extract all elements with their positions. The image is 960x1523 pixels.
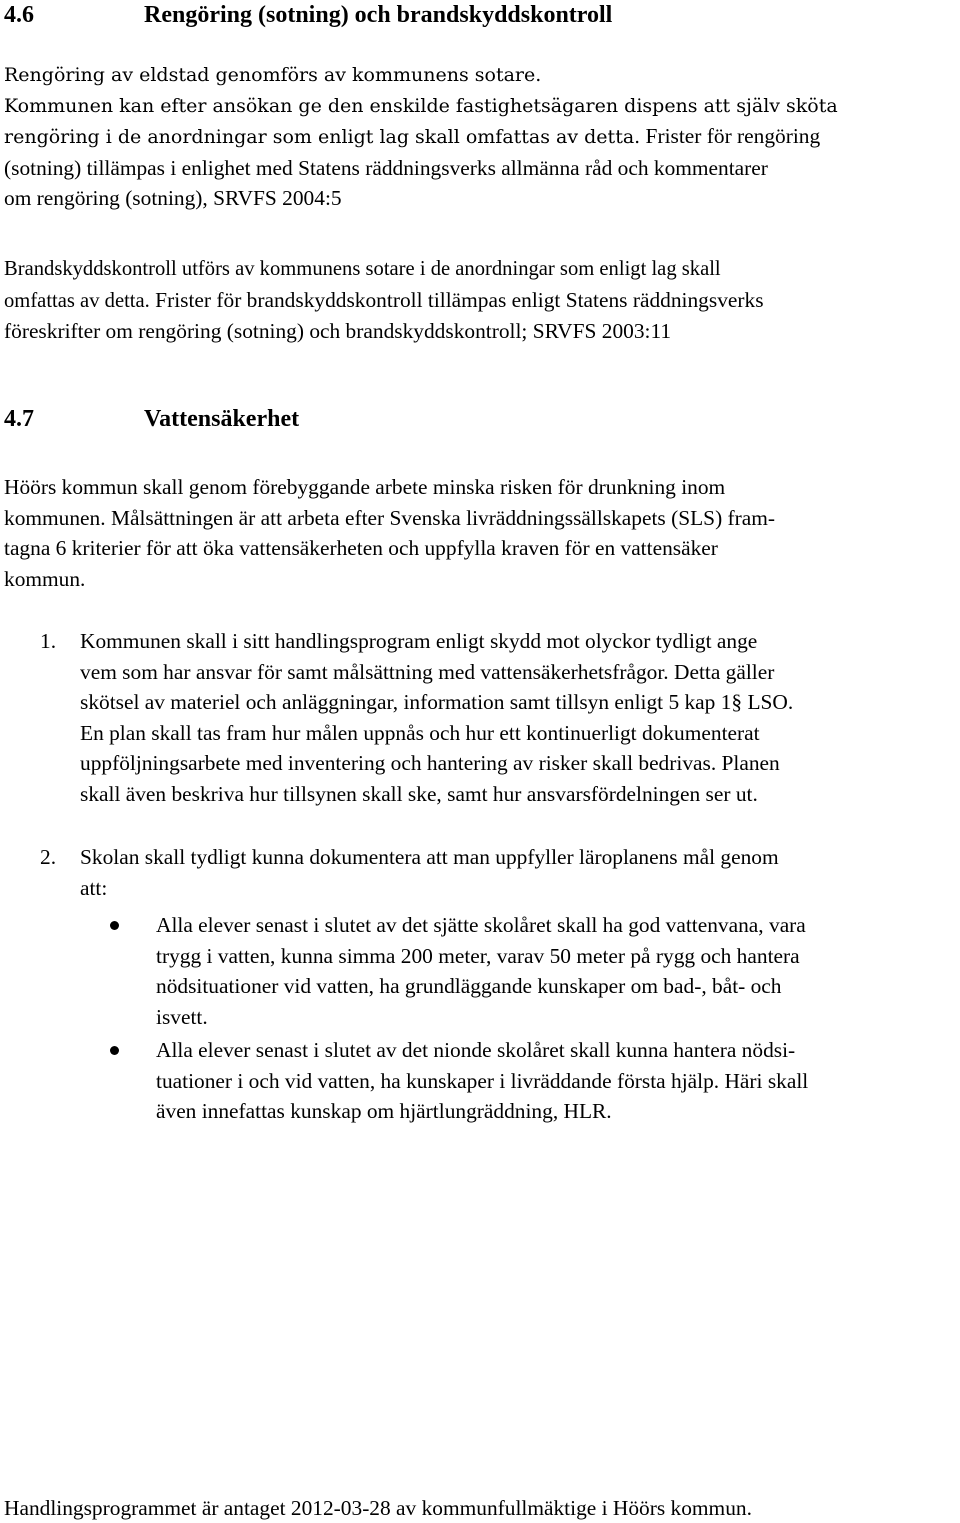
text-line: omfattas av detta. Frister för brandskyddskontroll tillämpas enligt Statens räddningsverks bbox=[4, 287, 764, 312]
section-title: Rengöring (sotning) och brandskyddskontroll bbox=[144, 2, 613, 28]
paragraph-vattensakerhet-intro bbox=[4, 472, 956, 594]
text-line: Kommunen kan efter ansökan ge den enskilde fastighetsägaren dispens att själv sköta bbox=[4, 94, 838, 117]
text-line: uppföljningsarbete med inventering och hantering av risker skall bedrivas. Planen bbox=[80, 751, 780, 776]
paragraph-rengoring bbox=[4, 60, 956, 214]
section-title: Vattensäkerhet bbox=[144, 406, 300, 432]
list-item-body bbox=[80, 842, 779, 903]
list-item-body bbox=[80, 626, 793, 810]
text-line: Skolan skall tydligt kunna dokumentera att man uppfyller läroplanens mål genom bbox=[80, 845, 779, 869]
list-marker: 1. bbox=[40, 629, 57, 653]
bullet-item-body bbox=[156, 910, 806, 1032]
paragraph-brandskyddskontroll bbox=[4, 254, 956, 347]
section-number: 4.7 bbox=[4, 406, 34, 432]
text-line: även innefattas kunskap om hjärtlungräddning, HLR. bbox=[156, 1099, 612, 1124]
text-line: att: bbox=[80, 875, 108, 900]
text-line: Alla elever senast i slutet av det sjätte skolåret skall ha god vattenvana, vara bbox=[156, 913, 806, 937]
list-marker: 2. bbox=[40, 845, 57, 869]
text-line: nödsituationer vid vatten, ha grundläggande kunskaper om bad-, båt- och bbox=[156, 974, 782, 999]
section-heading-4-6 bbox=[4, 0, 612, 30]
bullet-item-body bbox=[156, 1035, 808, 1127]
text-line: föreskrifter om rengöring (sotning) och brandskyddskontroll; SRVFS 2003:11 bbox=[4, 319, 672, 344]
text-line: rengöring i de anordningar som enligt lag skall omfattas av detta. Frister för rengöring bbox=[4, 124, 821, 149]
text-line: Alla elever senast i slutet av det nionde skolåret skall kunna hantera nödsi- bbox=[156, 1038, 796, 1062]
text-line: isvett. bbox=[156, 1004, 208, 1029]
text-line: om rengöring (sotning), SRVFS 2004:5 bbox=[4, 186, 342, 211]
text-line: skötsel av materiel och anläggningar, information samt tillsyn enligt 5 kap 1§ LSO. bbox=[80, 690, 794, 715]
text-line: skall även beskriva hur tillsynen skall ske, samt hur ansvarsfördelningen ser ut. bbox=[80, 781, 758, 806]
text-line: tuationer i och vid vatten, ha kunskaper i livräddande första hjälp. Häri skall bbox=[156, 1068, 809, 1093]
text-line: Rengöring av eldstad genomförs av kommunens sotare. bbox=[4, 64, 542, 86]
text-line: Kommunen skall i sitt handlingsprogram enligt skydd mot olyckor tydligt ange bbox=[80, 629, 758, 653]
text-line: Höörs kommun skall genom förebyggande arbete minska risken för drunkning inom bbox=[4, 475, 726, 499]
bullet-icon bbox=[110, 1046, 119, 1055]
text-line: kommun. bbox=[4, 566, 86, 591]
text-line: Brandskyddskontroll utförs av kommunens sotare i de anordningar som enligt lag skall bbox=[4, 258, 721, 280]
text-line: vem som har ansvar för samt målsättning med vattensäkerhetsfrågor. Detta gäller bbox=[80, 659, 775, 684]
page-footer: Handlingsprogrammet är antaget 2012-03-28 av kommunfullmäktige i Höörs kommun. bbox=[4, 1496, 752, 1520]
section-heading-4-7 bbox=[4, 404, 299, 434]
text-line: tagna 6 kriterier för att öka vattensäkerheten och uppfylla kraven för en vattensäker bbox=[4, 536, 718, 561]
text-line: kommunen. Målsättningen är att arbeta efter Svenska livräddningssällskapets (SLS) fram- bbox=[4, 505, 776, 530]
text-line: trygg i vatten, kunna simma 200 meter, varav 50 meter på rygg och hantera bbox=[156, 943, 800, 968]
section-number: 4.6 bbox=[4, 2, 34, 28]
text-line: (sotning) tillämpas i enlighet med Statens räddningsverks allmänna råd och kommentarer bbox=[4, 155, 768, 180]
text-line: En plan skall tas fram hur målen uppnås och hur ett kontinuerligt dokumenterat bbox=[80, 720, 760, 745]
bullet-icon bbox=[110, 921, 119, 930]
